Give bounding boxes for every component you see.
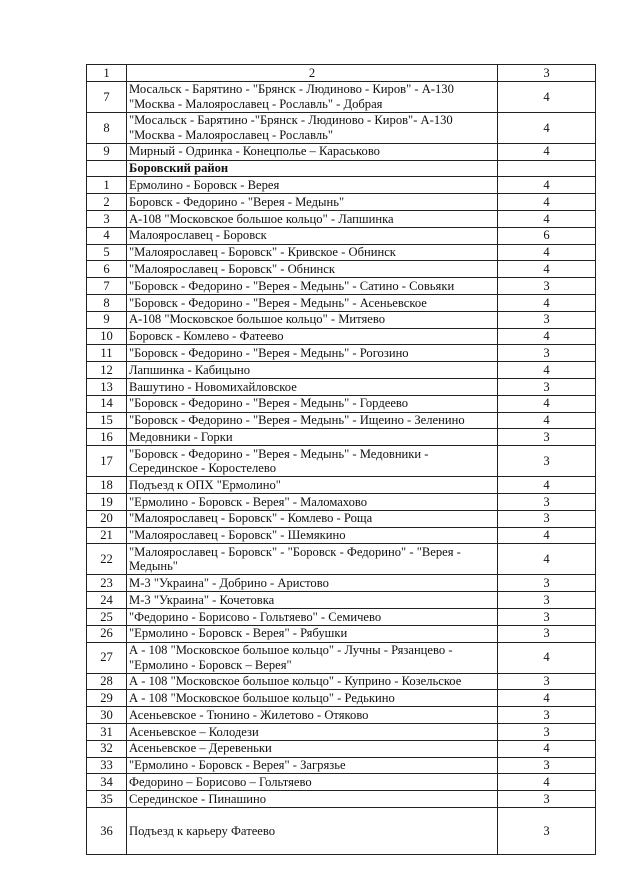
row-num-cell: 16 <box>87 429 127 446</box>
row-lanes-cell: 3 <box>498 278 596 295</box>
header-num-cell: 1 <box>87 65 127 82</box>
table-row <box>87 194 596 211</box>
table-row <box>87 294 596 311</box>
table-row <box>87 477 596 494</box>
row-lanes-cell: 4 <box>498 194 596 211</box>
row-num-cell: 25 <box>87 608 127 625</box>
row-route-cell: "Малоярославец - Боровск" - Шемякино <box>127 527 498 544</box>
row-lanes-cell: 4 <box>498 740 596 757</box>
row-num-cell: 30 <box>87 707 127 724</box>
row-num-cell: 19 <box>87 493 127 510</box>
row-lanes-cell: 4 <box>498 642 596 673</box>
row-route-cell: А - 108 "Московское большое кольцо" - Лучны - Рязанцево - "Ермолино - Боровск – Верея" <box>127 642 498 673</box>
row-route-cell: "Боровск - Федорино - "Верея - Медынь" - Медовники - Серединское - Коростелево <box>127 446 498 477</box>
row-lanes-cell: 4 <box>498 261 596 278</box>
header-lanes-cell: 3 <box>498 65 596 82</box>
table-row <box>87 690 596 707</box>
row-num-cell: 6 <box>87 261 127 278</box>
row-route-cell: Подъезд к ОПХ "Ермолино" <box>127 477 498 494</box>
row-lanes-cell: 3 <box>498 608 596 625</box>
row-num-cell: 12 <box>87 362 127 379</box>
roads-table <box>86 64 596 855</box>
table-row <box>87 544 596 575</box>
row-lanes-cell: 3 <box>498 311 596 328</box>
row-lanes-cell: 4 <box>498 177 596 194</box>
row-lanes-cell: 3 <box>498 807 596 854</box>
section-lanes-cell <box>498 160 596 177</box>
row-num-cell: 18 <box>87 477 127 494</box>
table-row <box>87 510 596 527</box>
table-row <box>87 757 596 774</box>
table-row <box>87 774 596 791</box>
row-route-cell: М-3 "Украина" - Кочетовка <box>127 592 498 609</box>
table-row <box>87 261 596 278</box>
row-lanes-cell: 4 <box>498 81 596 112</box>
row-num-cell: 34 <box>87 774 127 791</box>
row-lanes-cell: 3 <box>498 625 596 642</box>
row-route-cell: Федорино – Борисово – Гольтяево <box>127 774 498 791</box>
row-route-cell: М-3 "Украина" - Добрино - Аристово <box>127 575 498 592</box>
row-route-cell: Мирный - Одринка - Конецполье – Караськово <box>127 143 498 160</box>
table-row <box>87 81 596 112</box>
row-lanes-cell: 4 <box>498 527 596 544</box>
table-row <box>87 429 596 446</box>
row-lanes-cell: 6 <box>498 227 596 244</box>
row-route-cell: "Боровск - Федорино - "Верея - Медынь" - Гордеево <box>127 395 498 412</box>
row-num-cell: 15 <box>87 412 127 429</box>
row-lanes-cell: 4 <box>498 244 596 261</box>
row-route-cell: Малоярославец - Боровск <box>127 227 498 244</box>
row-route-cell: "Малоярославец - Боровск" - Комлево - Роща <box>127 510 498 527</box>
row-lanes-cell: 3 <box>498 791 596 808</box>
table-header-row <box>87 65 596 82</box>
row-num-cell: 32 <box>87 740 127 757</box>
row-num-cell: 8 <box>87 112 127 143</box>
row-route-cell: Асеньевское – Деревеньки <box>127 740 498 757</box>
row-num-cell: 9 <box>87 311 127 328</box>
row-num-cell: 9 <box>87 143 127 160</box>
row-num-cell: 29 <box>87 690 127 707</box>
row-num-cell: 17 <box>87 446 127 477</box>
section-num-cell <box>87 160 127 177</box>
row-route-cell: "Боровск - Федорино - "Верея - Медынь" - Асеньевское <box>127 294 498 311</box>
row-num-cell: 31 <box>87 723 127 740</box>
row-num-cell: 27 <box>87 642 127 673</box>
row-route-cell: Асеньевское – Колодези <box>127 723 498 740</box>
row-route-cell: Вашутино - Новомихайловское <box>127 378 498 395</box>
row-num-cell: 7 <box>87 278 127 295</box>
table-row <box>87 807 596 854</box>
row-num-cell: 23 <box>87 575 127 592</box>
table-row <box>87 592 596 609</box>
row-lanes-cell: 3 <box>498 446 596 477</box>
table-row <box>87 311 596 328</box>
row-num-cell: 1 <box>87 177 127 194</box>
table-row <box>87 210 596 227</box>
row-lanes-cell: 4 <box>498 362 596 379</box>
section-title: Боровский район <box>127 160 498 177</box>
table-row <box>87 112 596 143</box>
row-route-cell: "Малоярославец - Боровск" - Кривское - Обнинск <box>127 244 498 261</box>
row-route-cell: Боровск - Комлево - Фатеево <box>127 328 498 345</box>
row-lanes-cell: 4 <box>498 328 596 345</box>
row-lanes-cell: 4 <box>498 294 596 311</box>
row-num-cell: 4 <box>87 227 127 244</box>
table-row <box>87 493 596 510</box>
row-route-cell: Мосальск - Барятино - "Брянск - Людиново - Киров" - А-130 "Москва - Малоярославец - Рославль" - Добрая <box>127 81 498 112</box>
row-num-cell: 2 <box>87 194 127 211</box>
row-lanes-cell: 3 <box>498 673 596 690</box>
row-num-cell: 26 <box>87 625 127 642</box>
table-row <box>87 244 596 261</box>
row-num-cell: 28 <box>87 673 127 690</box>
row-num-cell: 24 <box>87 592 127 609</box>
row-lanes-cell: 3 <box>498 493 596 510</box>
row-route-cell: А - 108 "Московское большое кольцо" - Куприно - Козельское <box>127 673 498 690</box>
table-row <box>87 608 596 625</box>
row-lanes-cell: 4 <box>498 210 596 227</box>
table-row <box>87 446 596 477</box>
row-lanes-cell: 4 <box>498 774 596 791</box>
row-lanes-cell: 3 <box>498 429 596 446</box>
row-lanes-cell: 4 <box>498 690 596 707</box>
row-num-cell: 36 <box>87 807 127 854</box>
row-num-cell: 7 <box>87 81 127 112</box>
row-route-cell: "Малоярославец - Боровск" - "Боровск - Федорино" - "Верея - Медынь" <box>127 544 498 575</box>
row-lanes-cell: 4 <box>498 395 596 412</box>
table-row <box>87 143 596 160</box>
row-route-cell: Подъезд к карьеру Фатеево <box>127 807 498 854</box>
table-row <box>87 707 596 724</box>
table-row <box>87 642 596 673</box>
row-route-cell: "Боровск - Федорино - "Верея - Медынь" - Сатино - Совьяки <box>127 278 498 295</box>
roads-table-body <box>87 65 596 855</box>
table-row <box>87 412 596 429</box>
table-row <box>87 362 596 379</box>
table-row <box>87 791 596 808</box>
row-lanes-cell: 3 <box>498 723 596 740</box>
row-route-cell: Лапшинка - Кабицыно <box>127 362 498 379</box>
row-lanes-cell: 3 <box>498 592 596 609</box>
row-lanes-cell: 3 <box>498 707 596 724</box>
row-route-cell: Серединское - Пинашино <box>127 791 498 808</box>
row-route-cell: А-108 "Московское большое кольцо" - Лапшинка <box>127 210 498 227</box>
row-num-cell: 22 <box>87 544 127 575</box>
row-num-cell: 35 <box>87 791 127 808</box>
table-row <box>87 345 596 362</box>
table-row <box>87 527 596 544</box>
row-num-cell: 13 <box>87 378 127 395</box>
row-lanes-cell: 3 <box>498 510 596 527</box>
row-num-cell: 3 <box>87 210 127 227</box>
row-lanes-cell: 4 <box>498 112 596 143</box>
table-row <box>87 278 596 295</box>
row-lanes-cell: 3 <box>498 378 596 395</box>
row-num-cell: 20 <box>87 510 127 527</box>
row-route-cell: "Ермолино - Боровск - Верея" - Рябушки <box>127 625 498 642</box>
row-route-cell: "Боровск - Федорино - "Верея - Медынь" - Ищеино - Зеленино <box>127 412 498 429</box>
row-route-cell: А-108 "Московское большое кольцо" - Митяево <box>127 311 498 328</box>
row-lanes-cell: 3 <box>498 345 596 362</box>
table-row <box>87 328 596 345</box>
row-route-cell: "Боровск - Федорино - "Верея - Медынь" - Рогозино <box>127 345 498 362</box>
table-row <box>87 740 596 757</box>
row-lanes-cell: 4 <box>498 544 596 575</box>
row-route-cell: "Мосальск - Барятино -"Брянск - Людиново - Киров"- А-130 "Москва - Малоярославец - Рославль" <box>127 112 498 143</box>
row-route-cell: А - 108 "Московское большое кольцо" - Редькино <box>127 690 498 707</box>
row-num-cell: 10 <box>87 328 127 345</box>
row-route-cell: Ермолино - Боровск - Верея <box>127 177 498 194</box>
row-route-cell: Боровск - Федорино - "Верея - Медынь" <box>127 194 498 211</box>
row-route-cell: "Ермолино - Боровск - Верея" - Маломахово <box>127 493 498 510</box>
row-lanes-cell: 3 <box>498 757 596 774</box>
table-row <box>87 723 596 740</box>
row-lanes-cell: 4 <box>498 143 596 160</box>
row-num-cell: 8 <box>87 294 127 311</box>
row-lanes-cell: 4 <box>498 412 596 429</box>
section-row <box>87 160 596 177</box>
row-num-cell: 33 <box>87 757 127 774</box>
row-num-cell: 11 <box>87 345 127 362</box>
table-row <box>87 673 596 690</box>
header-route-cell: 2 <box>127 65 498 82</box>
row-route-cell: Медовники - Горки <box>127 429 498 446</box>
row-num-cell: 14 <box>87 395 127 412</box>
row-route-cell: "Ермолино - Боровск - Верея" - Загрязье <box>127 757 498 774</box>
table-row <box>87 625 596 642</box>
table-row <box>87 395 596 412</box>
row-route-cell: "Малоярославец - Боровск" - Обнинск <box>127 261 498 278</box>
row-lanes-cell: 3 <box>498 575 596 592</box>
table-row <box>87 575 596 592</box>
table-row <box>87 227 596 244</box>
table-row <box>87 177 596 194</box>
row-route-cell: "Федорино - Борисово - Гольтяево" - Семичево <box>127 608 498 625</box>
table-row <box>87 378 596 395</box>
row-route-cell: Асеньевское - Тюнино - Жилетово - Отяково <box>127 707 498 724</box>
row-num-cell: 5 <box>87 244 127 261</box>
row-num-cell: 21 <box>87 527 127 544</box>
row-lanes-cell: 4 <box>498 477 596 494</box>
